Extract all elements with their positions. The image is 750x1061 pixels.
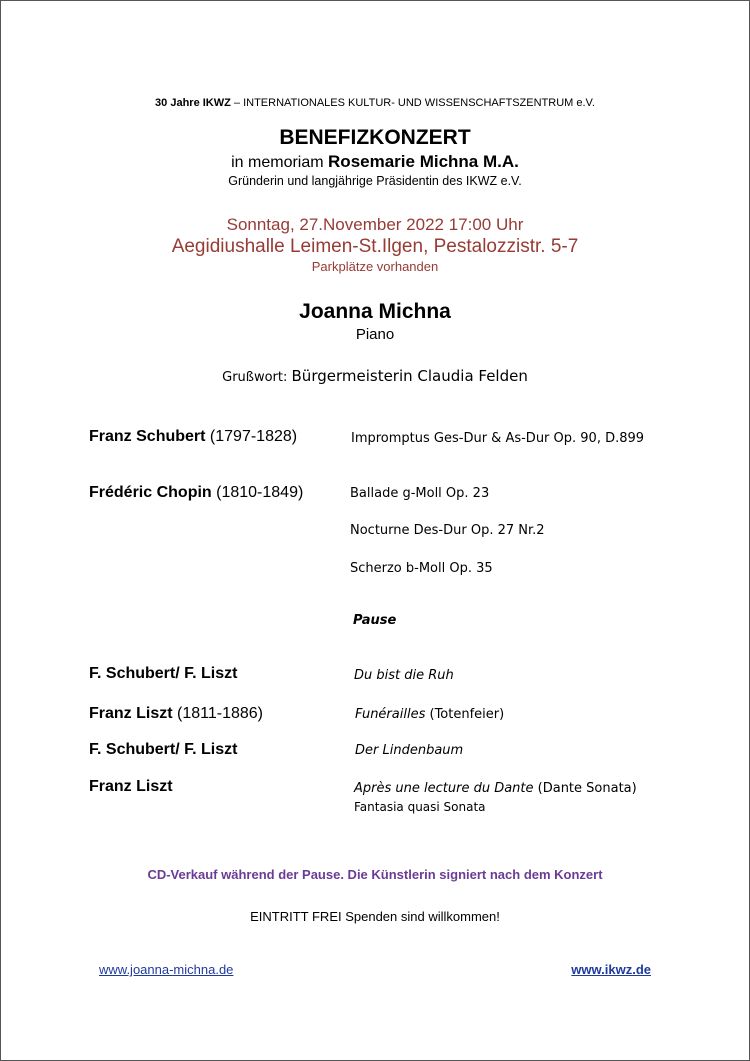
greeting-label: Grußwort: (222, 370, 292, 385)
org-name: – INTERNATIONALES KULTUR- UND WISSENSCHAFTSZENTRUM e.V. (230, 97, 595, 109)
composer-schubert (89, 428, 297, 446)
composer-schubert-liszt-1 (89, 665, 237, 683)
performer-instrument: Piano (355, 326, 395, 343)
composer-name: Frédéric Chopin (89, 484, 212, 501)
cd-notice: CD-Verkauf während der Pause. Die Künstlerin signiert nach dem Konzert (147, 867, 603, 882)
memoriam-name: Rosemarie Michna M.A. (328, 152, 519, 171)
composer-name: Franz Liszt (89, 778, 173, 795)
work-scherzo: Scherzo b-Moll Op. 35 (350, 561, 493, 576)
org-anniversary: 30 Jahre IKWZ (155, 97, 231, 109)
work-title: Funérailles (355, 707, 426, 722)
composer-chopin (89, 484, 303, 502)
work-title: Après une lecture du Dante (354, 781, 534, 796)
work-subtitle: (Totenfeier) (425, 707, 505, 722)
work-dante-subtitle: Fantasia quasi Sonata (354, 800, 486, 814)
memoriam-line (1, 152, 749, 172)
composer-years: (1797-1828) (205, 428, 298, 445)
performer-name: Joanna Michna (299, 300, 451, 323)
composer-name: F. Schubert/ F. Liszt (89, 741, 238, 758)
composer-liszt (89, 705, 263, 723)
work-impromptus: Impromptus Ges-Dur & As-Dur Op. 90, D.899 (351, 431, 645, 446)
work-ballade: Ballade g-Moll Op. 23 (350, 486, 490, 501)
memoriam-prefix: in memoriam (231, 154, 329, 171)
concert-title: BENEFIZKONZERT (279, 126, 471, 149)
pause-label: Pause (353, 613, 397, 628)
composer-name: Franz Liszt (89, 705, 173, 722)
work-funerailles (355, 707, 504, 722)
founder-line: Gründerin und langjährige Präsidentin des IKWZ e.V. (228, 174, 522, 188)
composer-name: Franz Schubert (89, 428, 206, 445)
greeting-speaker: Bürgermeisterin Claudia Felden (291, 367, 528, 385)
event-date: Sonntag, 27.November 2022 17:00 Uhr (226, 215, 524, 234)
link-joanna-michna[interactable]: www.joanna-michna.de (99, 962, 234, 977)
work-der-lindenbaum: Der Lindenbaum (355, 743, 464, 758)
work-dante-sonata (354, 781, 637, 796)
work-du-bist-die-ruh: Du bist die Ruh (354, 668, 454, 683)
organization-line (1, 97, 749, 109)
composer-schubert-liszt-2 (89, 741, 237, 759)
work-nocturne: Nocturne Des-Dur Op. 27 Nr.2 (350, 523, 545, 538)
link-ikwz[interactable]: www.ikwz.de (571, 962, 651, 977)
entry-notice: EINTRITT FREI Spenden sind willkommen! (250, 909, 500, 924)
composer-name: F. Schubert/ F. Liszt (89, 665, 238, 682)
work-subtitle: (Dante Sonata) (533, 781, 637, 796)
event-venue: Aegidiushalle Leimen-St.Ilgen, Pestalozzistr. 5-7 (171, 236, 579, 257)
greeting-line (1, 367, 749, 385)
composer-liszt-2 (89, 778, 173, 796)
composer-years: (1810-1849) (211, 484, 304, 501)
composer-years: (1811-1886) (172, 705, 263, 722)
event-parking: Parkplätze vorhanden (311, 259, 439, 274)
